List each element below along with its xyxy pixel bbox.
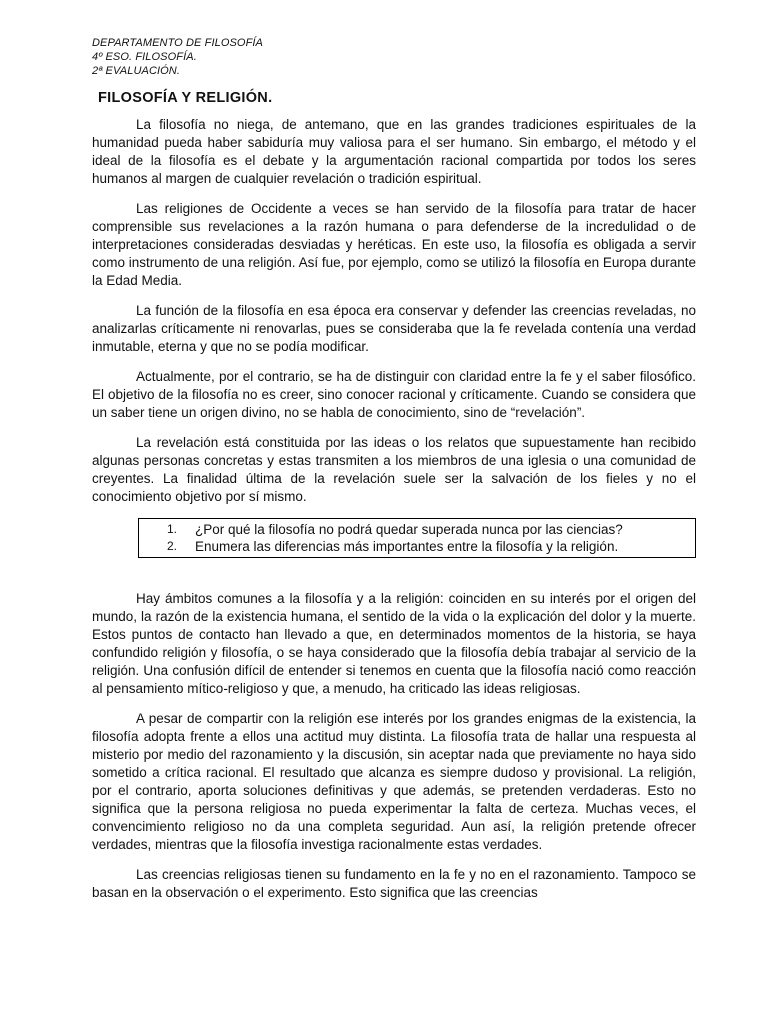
question-item bbox=[163, 538, 687, 555]
header-course: 4º ESO. FILOSOFÍA. bbox=[92, 51, 197, 63]
paragraph: La función de la filosofía en esa época era conservar y defender las creencias reveladas, no analizarlas críticamente ni renovarlas, pues se consideraba que la fe revelada contenía una verdad inmutable, eterna y que no se podía modificar. bbox=[92, 303, 696, 354]
question-text: ¿Por qué la filosofía no podrá quedar superada nunca por las ciencias? bbox=[195, 522, 623, 537]
paragraph: Las religiones de Occidente a veces se han servido de la filosofía para tratar de hacer comprensible sus revelaciones a la razón humana o para defenderse de la incredulidad o de interpretaciones consideradas desviadas y heréticas. En este uso, la filosofía es obligada a servir como instrumento de una religión. Así fue, por ejemplo, como se utilizó la filosofía en Europa durante la Edad Media. bbox=[92, 201, 696, 288]
paragraph: La revelación está constituida por las ideas o los relatos que supuestamente han recibido algunas personas concretas y estas transmiten a los miembros de una iglesia o una comunidad de creyentes. La finalidad última de la revelación suele ser la salvación de los fieles y no el conocimiento objetivo por sí mismo. bbox=[92, 435, 696, 504]
header-evaluation: 2ª EVALUACIÓN. bbox=[92, 65, 181, 77]
paragraph: Actualmente, por el contrario, se ha de distinguir con claridad entre la fe y el saber filosófico. El objetivo de la filosofía no es creer, sino conocer racional y críticamente. Cuando se considera que un saber tiene un origen divino, no se habla de conocimiento, sino de “revelación”. bbox=[92, 369, 696, 420]
paragraph: La filosofía no niega, de antemano, que en las grandes tradiciones espirituales de la humanidad pueda haber sabiduría muy valiosa para el ser humano. Sin embargo, el método y el ideal de la filosofía es el debate y la argumentación racional compartida por todos los seres humanos al margen de cualquier revelación o tradición espiritual. bbox=[92, 117, 696, 186]
questions-box bbox=[138, 518, 696, 558]
paragraph: A pesar de compartir con la religión ese interés por los grandes enigmas de la existencia, la filosofía adopta frente a ellos una actitud muy distinta. La filosofía trata de hallar una respuesta al misterio por medio del razonamiento y la discusión, sin aceptar nada que previamente no haya sido sometido a crítica racional. El resultado que alcanza es siempre dudoso y provisional. La religión, por el contrario, aporta soluciones definitivas y que además, se pretenden verdaderas. Esto no significa que la persona religiosa no pueda experimentar la falta de certeza. Muchas veces, el convencimiento religioso no da una completa seguridad. Aun así, la religión pretende ofrecer verdades, mientras que la filosofía investiga racionalmente estas verdades. bbox=[92, 711, 696, 852]
document-header bbox=[92, 36, 696, 78]
paragraph: Hay ámbitos comunes a la filosofía y a la religión: coinciden en su interés por el origen del mundo, la razón de la existencia humana, el sentido de la vida o la explicación del dolor y la muerte. Estos puntos de contacto han llevado a que, en determinados momentos de la historia, se haya confundido religión y filosofía, o se haya considerado que la filosofía debía trabajar al servicio de la religión. Una confusión difícil de entender si tenemos en cuenta que la filosofía nació como reacción al pensamiento mítico-religioso y que, a menudo, ha criticado las ideas religiosas. bbox=[92, 591, 696, 696]
header-department: DEPARTAMENTO DE FILOSOFÍA bbox=[92, 37, 263, 49]
question-number: 2. bbox=[167, 539, 178, 553]
question-text: Enumera las diferencias más importantes entre la filosofía y la religión. bbox=[195, 539, 619, 554]
question-number: 1. bbox=[167, 522, 178, 536]
document-title: FILOSOFÍA Y RELIGIÓN. bbox=[98, 90, 273, 106]
question-item bbox=[163, 521, 687, 538]
paragraph: Las creencias religiosas tienen su fundamento en la fe y no en el razonamiento. Tampoco se basan en la observación o el experimento. Esto significa que las creencias bbox=[92, 867, 696, 900]
